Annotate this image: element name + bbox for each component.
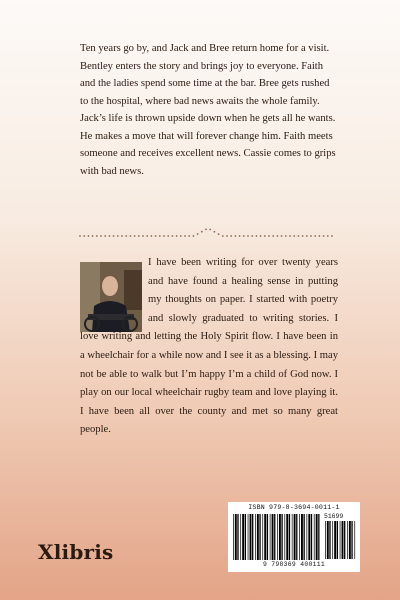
isbn-barcode [228, 502, 360, 572]
author-bio-text: I have been writing for over twenty years and have found a healing sense in putting my thoughts on paper. I started with poetry and slowly graduated to writing stories. I love writing and letting the Holy Spirit flow. I have been in a wheelchair for a while now and I see it as a blessing. I may not be able to walk but I’m happy I’m a child of God now. I play on our local wheelchair rugby team and love playing it. I have been all over the county and met so many great people. [80, 257, 338, 436]
dotted-divider [78, 224, 338, 240]
isbn-label: ISBN 979-8-3694-0011-1 [248, 504, 340, 511]
publisher-logo: Xlibris [38, 540, 114, 564]
barcode-addon-number: 51699 [324, 513, 344, 520]
author-bio [80, 254, 338, 440]
barcode-addon-bars [324, 521, 356, 559]
synopsis-text: Ten years go by, and Jack and Bree return home for a visit. Bentley enters the story and brings joy to everyone. Faith and the ladies spend some time at the bar. Bree gets rushed to the hospital, where bad news awaits the whole family. Jack’s life is thrown upside down when he gets all he wants. He makes a move that will forever change him. Faith meets someone and receives excellent news. Cassie comes to grips with bad news. [80, 43, 336, 177]
barcode-bars [232, 514, 322, 560]
barcode-digits: 9 798369 400111 [262, 561, 326, 568]
